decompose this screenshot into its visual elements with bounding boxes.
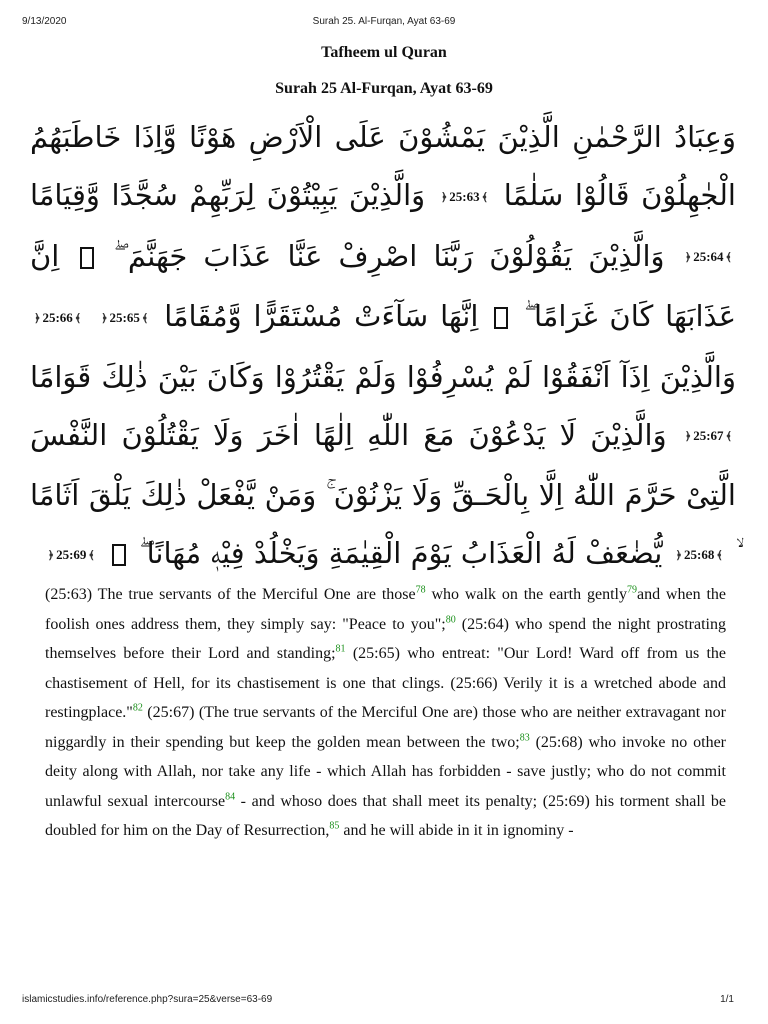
page-number: 1/1 (720, 994, 734, 1005)
footnote-link[interactable]: 82 (132, 702, 143, 714)
translation-segment: (25:64) who spend the night prostrating themselves before their Lord and standing; (45, 615, 727, 662)
verse-number-marker: ﴿ 25:69 ﴾ (48, 526, 95, 585)
verse-number-marker: ﴿ 25:66 ﴾ (34, 289, 81, 348)
missing-glyph-box (112, 544, 126, 566)
footnote-link[interactable]: 81 (335, 643, 346, 655)
footnote-link[interactable]: 85 (329, 820, 340, 832)
footnote-link[interactable]: 83 (519, 732, 530, 744)
footnote-link[interactable]: 80 (445, 614, 456, 626)
arabic-verse-text: اِنَّ عَذَابَهَا كَانَ غَرَامًا ۖ (30, 238, 737, 333)
arabic-text-block (30, 108, 736, 585)
footnote-link[interactable]: 84 (225, 791, 236, 803)
arabic-verse-text: وَعِبَادُ الرَّحْمٰنِ الَّذِيْنَ يَمْشُوْنَ عَلَى الْاَرْضِ هَوْنًا وَّاِذَا خَاطَبَهُمُ الْجٰهِلُوْنَ قَالُوْا سَلٰمًا (30, 120, 736, 212)
surah-subheading: Surah 25 Al-Furqan, Ayat 63-69 (275, 80, 493, 97)
footnote-link[interactable]: 79 (626, 584, 637, 596)
translation-segment: (25:65) who entreat: "Our Lord! Ward off from us the chastisement of Hell, for its chastisement is one that clings. (25:66) Verily it is a wretched abode and restingplace." (45, 645, 727, 721)
translation-segment: (25:63) The true servants of the Merciful One are those (45, 586, 416, 603)
verse-number-marker: ﴿ 25:67 ﴾ (685, 407, 732, 466)
verse-number-marker: ﴿ 25:63 ﴾ (441, 168, 488, 227)
page-heading: Tafheem ul Quran (321, 44, 447, 61)
print-header (0, 16, 768, 32)
arabic-verse-text: وَالَّذِيْنَ لَا يَدْعُوْنَ مَعَ اللّٰهِ اِلٰهًا اٰخَرَ وَلَا يَقْتُلُوْنَ النَّفْسَ الَّتِىْ حَرَّمَ اللّٰهُ اِلَّا بِالْحَـقِّ وَلَا يَزْنُوْنَ ۚ وَمَنْ يَّفْعَلْ ذٰلِكَ يَلْقَ اَثَامًا (30, 417, 736, 512)
print-date: 9/13/2020 (22, 16, 67, 27)
translation-segment: - and whoso does that shall meet its penalty; (25:69) his torment shall be doubled for him on the Day of Resurrection, (45, 792, 727, 839)
arabic-verse-text: وَالَّذِيْنَ اِذَآ اَنْفَقُوْا لَمْ يُسْرِفُوْا وَلَمْ يَقْتُرُوْا وَكَانَ بَيْنَ ذٰلِكَ قَوَامًا (30, 359, 736, 394)
arabic-verse-text: وَالَّذِيْنَ يَقُوْلُوْنَ رَبَّنَا اصْرِفْ عَنَّا عَذَابَ جَهَنَّمَ ۖ (113, 238, 665, 273)
translation-segment: and when the foolish ones address them, they simply say: "Peace to you"; (45, 586, 727, 633)
arabic-verse-text: وَالَّذِيْنَ يَبِيْتُوْنَ لِرَبِّهِمْ سُجَّدًا وَّقِيَامًا (30, 178, 426, 212)
verse-number-marker: ﴿ 25:68 ﴾ (676, 526, 723, 585)
translation-segment: (25:67) (The true servants of the Merciful One are) those who are neither extravagant nor niggardly in their spending but keep the golden mean between the two; (45, 704, 726, 751)
verse-number-marker: ﴿ 25:65 ﴾ (101, 289, 148, 348)
arabic-verse-text: يُّضٰعَفْ لَهُ الْعَذَابُ يَوْمَ الْقِيٰمَةِ وَيَخْلُدْ فِيْهٖ مُهَانًا ۖ (139, 536, 663, 570)
footer-url: islamicstudies.info/reference.php?sura=25&verse=63-69 (22, 994, 273, 1005)
footnote-link[interactable]: 78 (415, 584, 426, 596)
translation-segment: (25:68) who invoke no other deity along with Allah, nor take any life - which Allah has forbidden - save justly; who do not commit unlawful sexual intercourse (45, 733, 727, 810)
translation-segment: and he will abide in it in ignominy - (339, 822, 574, 839)
print-title: Surah 25. Al-Furqan, Ayat 63-69 (312, 16, 456, 27)
arabic-verse-text: اِنَّهَا سَآءَتْ مُسْتَقَرًّا وَّمُقَامًا (164, 299, 479, 333)
translation-paragraph (45, 580, 726, 846)
verse-number-marker: ﴿ 25:64 ﴾ (685, 228, 732, 287)
missing-glyph-box (80, 247, 94, 269)
translation-segment: who walk on the earth gently (425, 586, 627, 603)
missing-glyph-box (494, 307, 508, 329)
